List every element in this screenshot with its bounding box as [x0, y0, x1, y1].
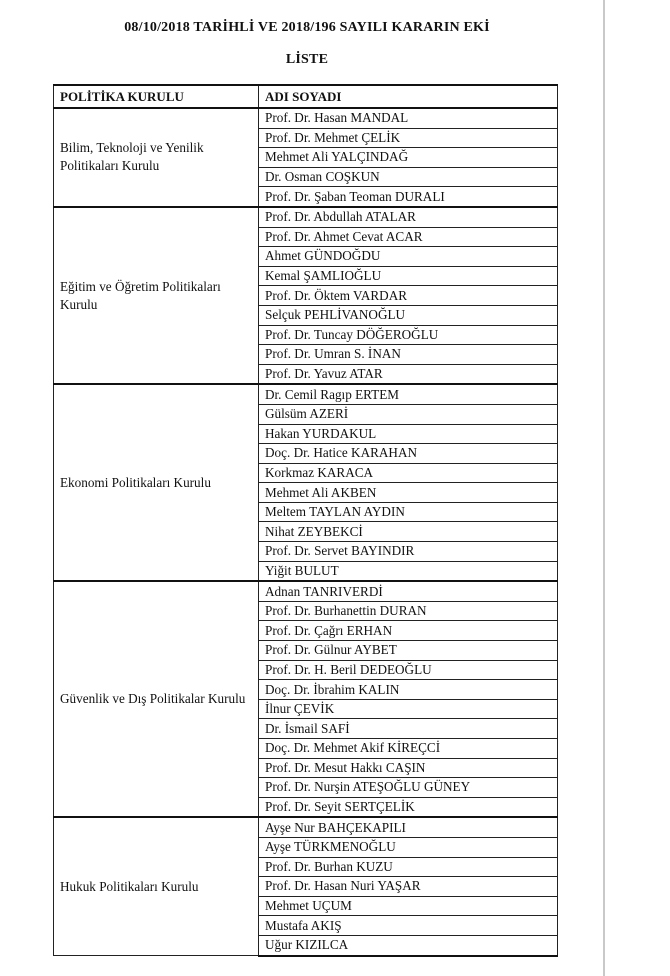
- council-name: Hukuk Politikaları Kurulu: [54, 817, 259, 955]
- member-name: Prof. Dr. Burhanettin DURAN: [259, 601, 558, 621]
- document-subtitle: LİSTE: [285, 52, 329, 67]
- member-name: Hakan YURDAKUL: [259, 424, 558, 444]
- member-name: Prof. Dr. Abdullah ATALAR: [259, 207, 558, 227]
- member-name: Ayşe TÜRKMENOĞLU: [259, 837, 558, 857]
- member-name: Doç. Dr. Mehmet Akif KİREÇCİ: [259, 739, 558, 759]
- table-body: [54, 108, 558, 956]
- member-name: Prof. Dr. Burhan KUZU: [259, 857, 558, 877]
- council-name: Eğitim ve Öğretim Politikaları Kurulu: [54, 207, 259, 384]
- member-name: Prof. Dr. H. Beril DEDEOĞLU: [259, 660, 558, 680]
- table-header-row: [54, 85, 558, 108]
- member-name: Ayşe Nur BAHÇEKAPILI: [259, 817, 558, 837]
- member-name: Mehmet UÇUM: [259, 896, 558, 916]
- member-name: Doç. Dr. Hatice KARAHAN: [259, 444, 558, 464]
- member-name: Prof. Dr. Öktem VARDAR: [259, 286, 558, 306]
- member-name: İlnur ÇEVİK: [259, 699, 558, 719]
- header-name: ADI SOYADI: [259, 85, 558, 108]
- council-members-table: [53, 84, 558, 957]
- member-name: Uğur KIZILCA: [259, 935, 558, 955]
- member-name: Yiğit BULUT: [259, 561, 558, 581]
- header-council: POLİTİKA KURULU: [54, 85, 259, 108]
- member-name: Kemal ŞAMLIOĞLU: [259, 266, 558, 286]
- member-name: Mehmet Ali AKBEN: [259, 483, 558, 503]
- council-name: Ekonomi Politikaları Kurulu: [54, 384, 259, 581]
- document-title: 08/10/2018 TARİHLİ VE 2018/196 SAYILI KARARIN EKİ: [124, 20, 490, 35]
- table-row: [54, 384, 558, 404]
- member-name: Prof. Dr. Gülnur AYBET: [259, 641, 558, 661]
- member-name: Doç. Dr. İbrahim KALIN: [259, 680, 558, 700]
- council-name: Güvenlik ve Dış Politikalar Kurulu: [54, 581, 259, 817]
- member-name: Prof. Dr. Ahmet Cevat ACAR: [259, 227, 558, 247]
- member-name: Prof. Dr. Mesut Hakkı CAŞIN: [259, 758, 558, 778]
- table-row: [54, 581, 558, 601]
- member-name: Prof. Dr. Tuncay DÖĞEROĞLU: [259, 325, 558, 345]
- member-name: Prof. Dr. Çağrı ERHAN: [259, 621, 558, 641]
- member-name: Dr. Osman COŞKUN: [259, 167, 558, 187]
- member-name: Meltem TAYLAN AYDIN: [259, 502, 558, 522]
- table-row: [54, 108, 558, 128]
- member-name: Prof. Dr. Hasan Nuri YAŞAR: [259, 877, 558, 897]
- member-name: Prof. Dr. Mehmet ÇELİK: [259, 128, 558, 148]
- member-name: Mustafa AKIŞ: [259, 916, 558, 936]
- member-name: Prof. Dr. Servet BAYINDIR: [259, 542, 558, 562]
- member-name: Mehmet Ali YALÇINDAĞ: [259, 148, 558, 168]
- member-name: Prof. Dr. Nurşin ATEŞOĞLU GÜNEY: [259, 778, 558, 798]
- table-row: [54, 207, 558, 227]
- member-name: Gülsüm AZERİ: [259, 404, 558, 424]
- council-name: Bilim, Teknoloji ve Yenilik Politikaları Kurulu: [54, 108, 259, 207]
- member-name: Prof. Dr. Şaban Teoman DURALI: [259, 187, 558, 207]
- member-name: Nihat ZEYBEKCİ: [259, 522, 558, 542]
- member-name: Prof. Dr. Yavuz ATAR: [259, 364, 558, 384]
- member-name: Dr. Cemil Ragıp ERTEM: [259, 384, 558, 404]
- member-name: Prof. Dr. Umran S. İNAN: [259, 345, 558, 365]
- member-name: Dr. İsmail SAFİ: [259, 719, 558, 739]
- member-name: Prof. Dr. Hasan MANDAL: [259, 108, 558, 128]
- member-name: Adnan TANRIVERDİ: [259, 581, 558, 601]
- page-edge-line: [603, 0, 605, 976]
- table-row: [54, 817, 558, 837]
- member-name: Ahmet GÜNDOĞDU: [259, 247, 558, 267]
- member-name: Korkmaz KARACA: [259, 463, 558, 483]
- member-name: Selçuk PEHLİVANOĞLU: [259, 305, 558, 325]
- member-name: Prof. Dr. Seyit SERTÇELİK: [259, 797, 558, 817]
